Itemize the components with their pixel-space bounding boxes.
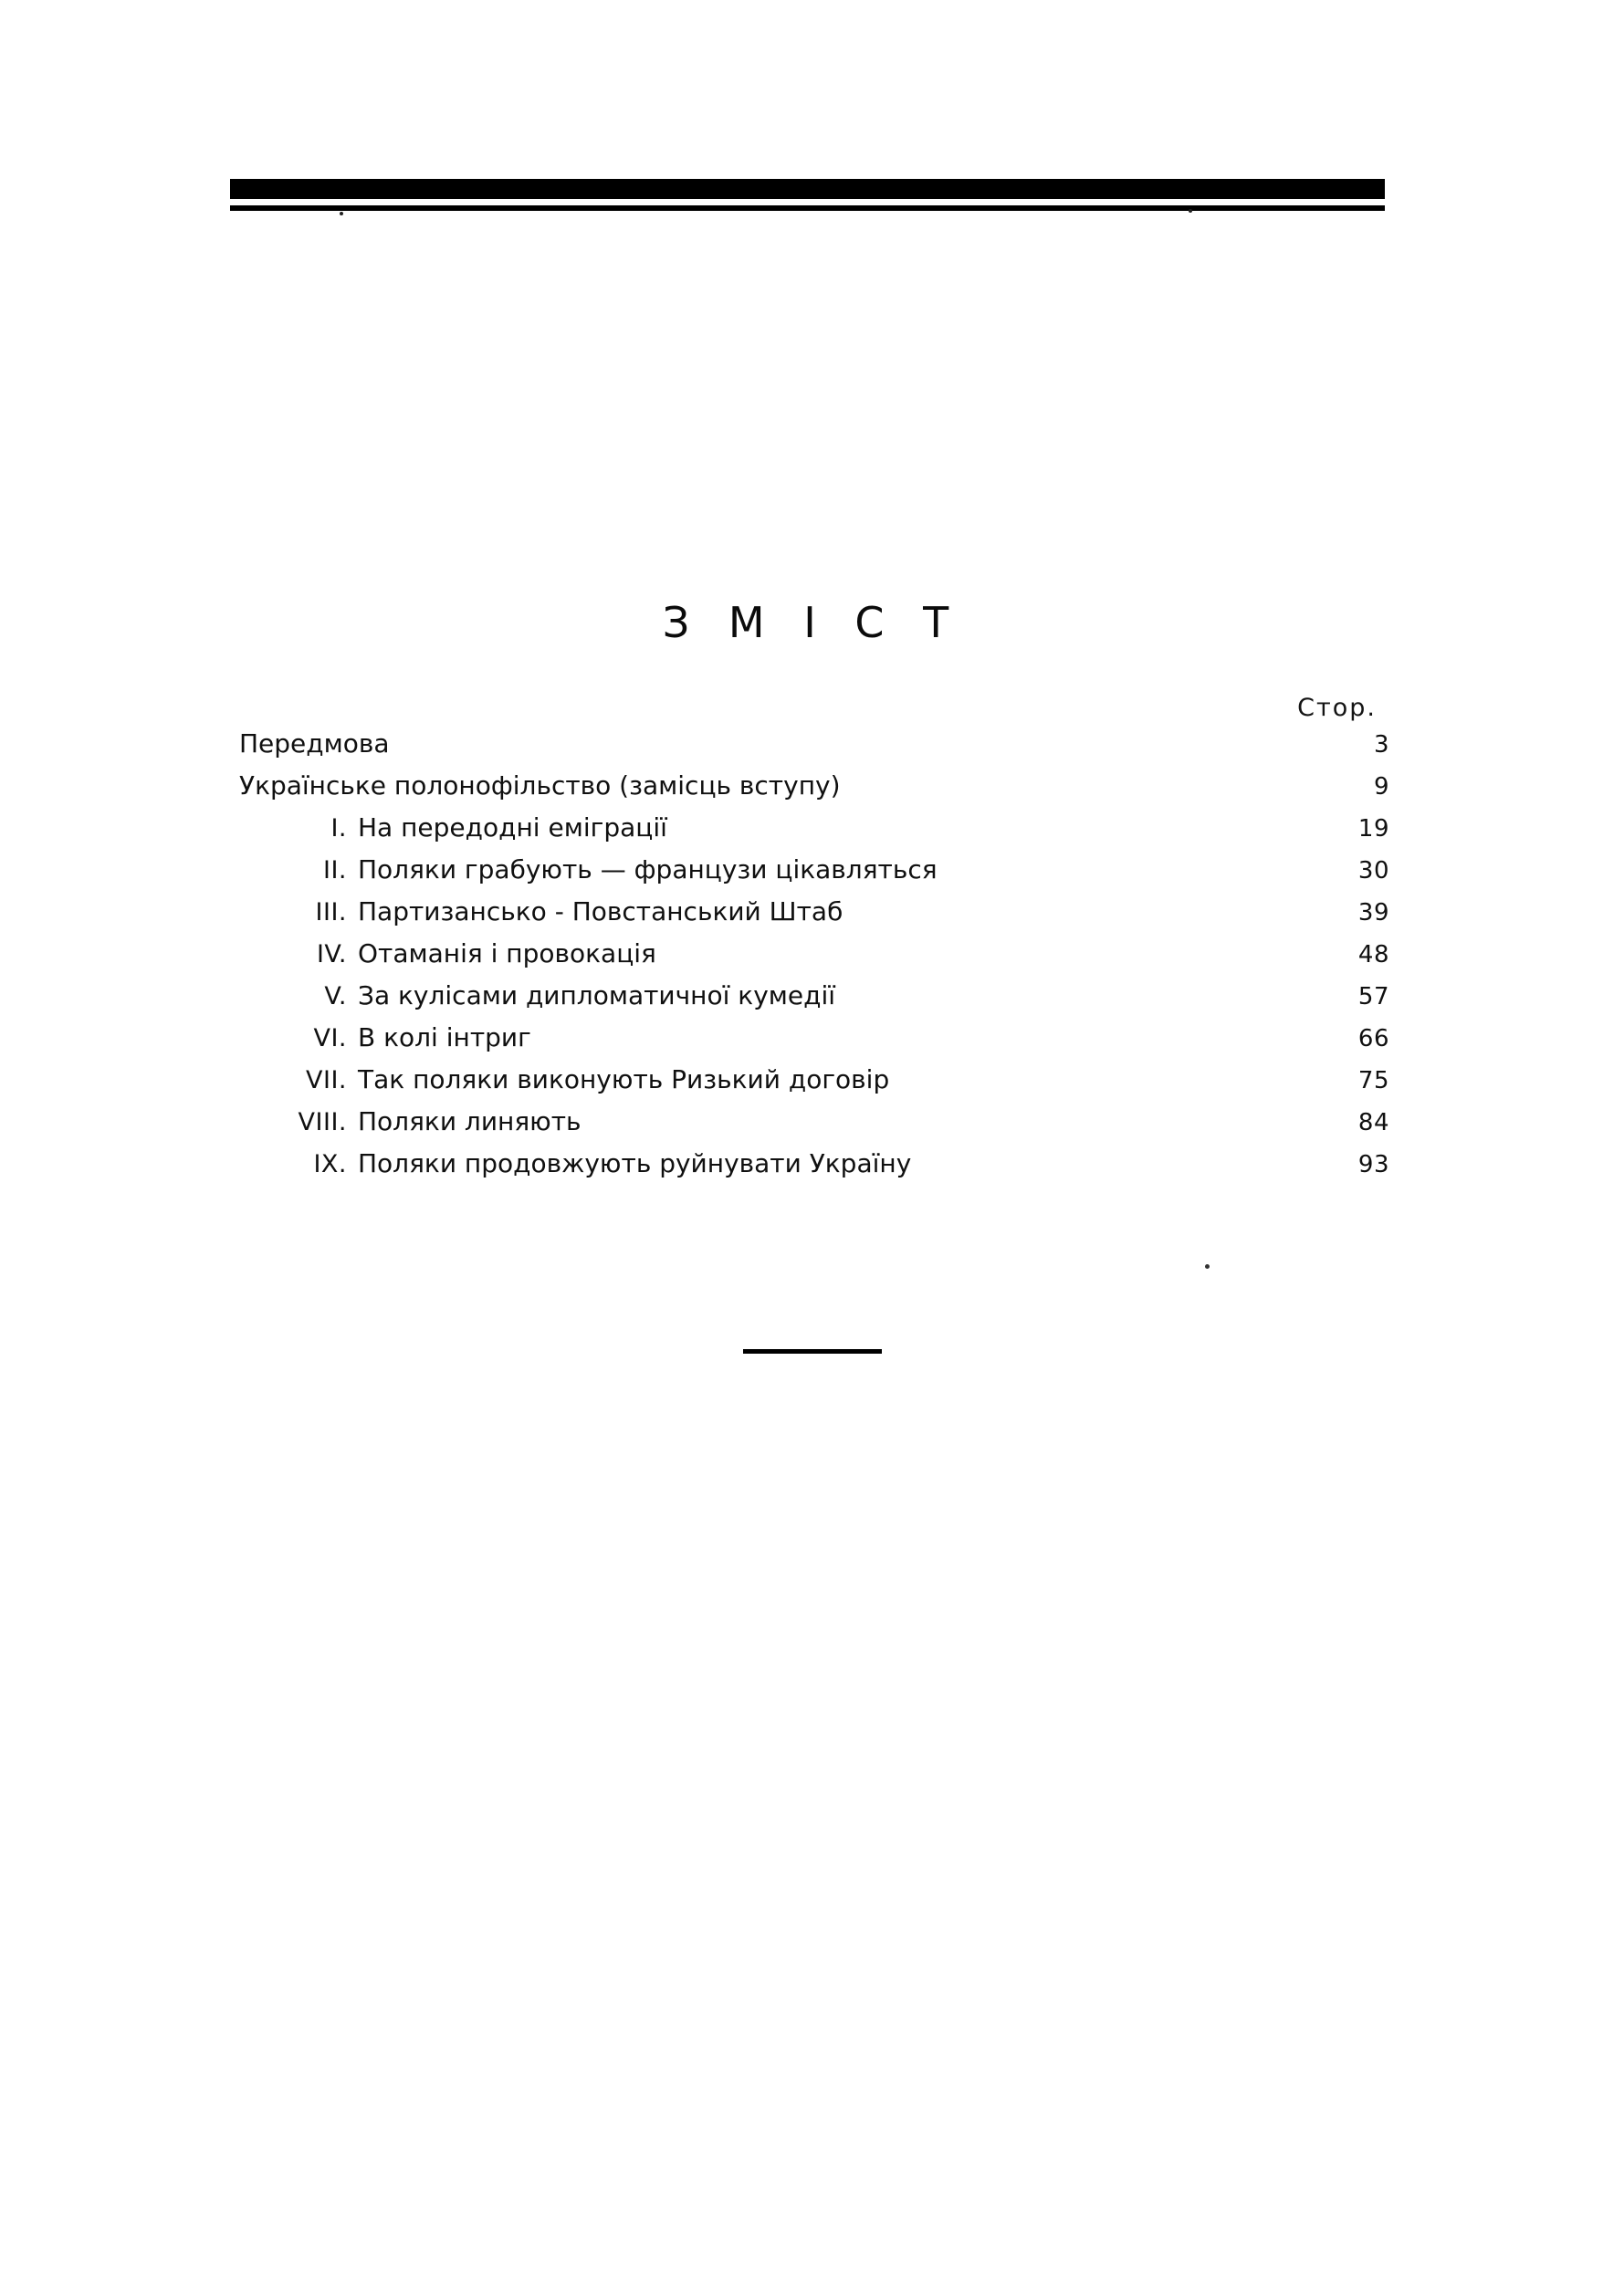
toc-entry-label: Поляки продовжують руйнувати Україну [358,1148,912,1178]
dot-leader [948,877,1318,878]
toc-entry[interactable] [239,854,1389,885]
toc-entry-number: VIII. [298,1108,347,1136]
page-title: З М І С Т [662,598,962,647]
toc-entry[interactable] [239,896,1389,926]
toc-entry-page: 3 [1373,731,1389,759]
dot-leader [854,919,1318,920]
dot-leader [401,751,1318,752]
toc-entry[interactable] [239,728,1389,759]
dot-leader [678,835,1318,836]
toc-entry-number: VII. [306,1066,347,1094]
toc-entry[interactable] [239,770,1389,801]
toc-entry-number: III. [315,898,347,926]
dot-leader [922,1171,1318,1172]
page-column-header: Стор. [1297,694,1377,722]
toc-entry-page: 93 [1357,1151,1389,1178]
toc-entry-number: IX. [313,1150,347,1178]
toc-entry-label: Українське полонофільство (замісць вступу) [239,770,841,801]
toc-entry-page: 19 [1357,815,1389,843]
ink-speck-icon [1189,209,1192,213]
toc-entry-label: Поляки грабують — французи цікавляться [358,854,938,885]
toc-entry[interactable] [239,1148,1389,1178]
toc-entry-label: В колі інтриг [358,1022,531,1052]
toc-entry-page: 39 [1357,899,1389,926]
rule-thick [230,179,1385,199]
ink-speck-icon [1205,1264,1210,1269]
toc-entry-label: За кулісами дипломатичної кумедії [358,980,836,1010]
toc-entry-page: 57 [1357,983,1389,1010]
toc-entry-label: На передодні еміграції [358,812,667,843]
rule-thin [230,205,1385,211]
ink-speck-icon [340,212,343,215]
toc-entry-label: Поляки линяють [358,1106,581,1136]
dot-leader [667,961,1318,962]
toc-entry-number: II. [322,856,347,885]
toc-entry-page: 48 [1357,941,1389,968]
rule-gap [230,199,1385,205]
dot-leader [846,1003,1318,1004]
toc-entry-page: 75 [1357,1067,1389,1094]
toc-entry-page: 66 [1357,1025,1389,1052]
toc-entry-page: 9 [1373,773,1389,801]
toc-entry-number: V. [324,982,347,1010]
toc-entry-page: 30 [1357,857,1389,885]
toc-entry-label: Отаманія і провокація [358,938,656,968]
dot-leader [592,1129,1318,1130]
toc-entry-number: I. [330,814,347,843]
table-of-contents [239,694,1389,1193]
toc-entry[interactable] [239,938,1389,968]
toc-entry[interactable] [239,980,1389,1010]
toc-entry-number: VI. [313,1024,347,1052]
toc-entry[interactable] [239,1106,1389,1136]
toc-entry[interactable] [239,812,1389,843]
dot-leader [900,1087,1318,1088]
toc-entry[interactable] [239,1064,1389,1094]
dot-leader [542,1045,1318,1046]
toc-entry-number: IV. [316,940,347,968]
toc-entry[interactable] [239,1022,1389,1052]
dot-leader [852,793,1319,794]
toc-entry-label: Партизансько - Повстанський Штаб [358,896,843,926]
toc-entry-label: Передмова [239,728,390,759]
toc-entry-page: 84 [1357,1109,1389,1136]
bottom-divider-rule [743,1349,882,1354]
toc-entry-label: Так поляки виконують Ризький договір [358,1064,890,1094]
top-ornament-rule [230,179,1385,211]
